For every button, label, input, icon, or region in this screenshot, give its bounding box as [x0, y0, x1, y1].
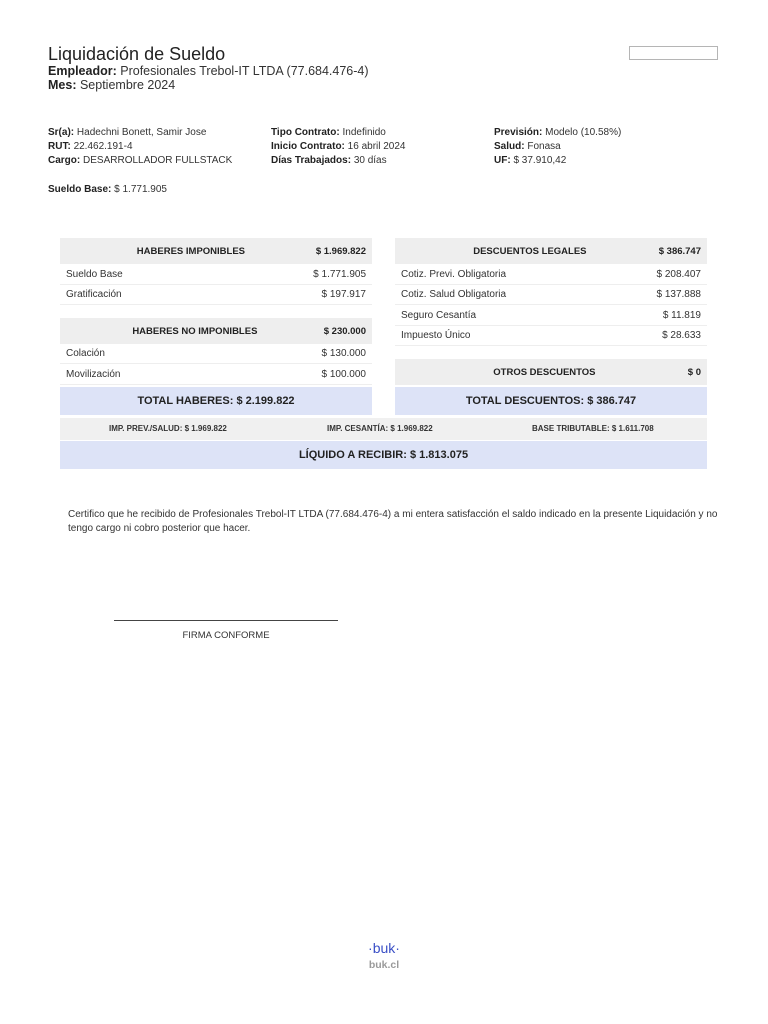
info-inicio-contrato: Inicio Contrato: 16 abril 2024 — [271, 141, 406, 152]
table-row: Cotiz. Previ. Obligatoria $ 208.407 — [395, 265, 707, 285]
haberes-panel — [60, 238, 372, 416]
haberes-imponibles-header — [60, 238, 372, 264]
page-title: Liquidación de Sueldo — [48, 44, 226, 64]
imp-cesantia: IMP. CESANTÍA: $ 1.969.822 — [327, 424, 433, 433]
month-label: Mes: — [48, 78, 77, 92]
table-row: Gratificación $ 197.917 — [60, 285, 372, 305]
info-uf: UF: $ 37.910,42 — [494, 155, 567, 166]
employee-col-2 — [271, 127, 406, 169]
month-line — [48, 78, 175, 92]
descuentos-legales-total: $ 386.747 — [658, 245, 701, 257]
descuentos-panel — [395, 238, 707, 416]
table-row: Cotiz. Salud Obligatoria $ 137.888 — [395, 285, 707, 305]
buk-logo: ·buk· — [368, 940, 400, 956]
employee-col-3 — [494, 127, 621, 169]
certificate-text: Certifico que he recibido de Profesionales Trebol-IT LTDA (77.684.476-4) a mi entera satisfacción el saldo indicado en la presente Liquidación y no tengo cargo ni cobro posterior que hacer. — [68, 509, 718, 534]
info-tipo-contrato: Tipo Contrato: Indefinido — [271, 127, 386, 138]
total-haberes: TOTAL HABERES: $ 2.199.822 — [60, 387, 372, 415]
info-salud: Salud: Fonasa — [494, 141, 561, 152]
info-cargo: Cargo: DESARROLLADOR FULLSTACK — [48, 155, 233, 166]
otros-descuentos-header — [395, 359, 707, 385]
base-tributable: BASE TRIBUTABLE: $ 1.611.708 — [532, 424, 654, 433]
descuentos-legales-title: DESCUENTOS LEGALES — [473, 245, 587, 257]
haberes-imponibles-total: $ 1.969.822 — [315, 245, 366, 257]
info-name: Sr(a): Hadechni Bonett, Samir Jose — [48, 127, 207, 138]
employee-col-1 — [48, 127, 232, 169]
tax-bases-bar — [60, 418, 707, 440]
haberes-no-imponibles-total: $ 230.000 — [323, 325, 366, 337]
haberes-no-imponibles-title: HABERES NO IMPONIBLES — [132, 325, 258, 337]
imp-prev-salud: IMP. PREV./SALUD: $ 1.969.822 — [109, 424, 227, 433]
employer-value: Profesionales Trebol-IT LTDA (77.684.476-4) — [120, 64, 369, 78]
otros-descuentos-title: OTROS DESCUENTOS — [493, 366, 596, 378]
info-sueldo-base: Sueldo Base: $ 1.771.905 — [48, 184, 167, 195]
info-prevision: Previsión: Modelo (10.58%) — [494, 127, 622, 138]
table-row: Impuesto Único $ 28.633 — [395, 326, 707, 346]
info-rut: RUT: 22.462.191-4 — [48, 141, 133, 152]
haberes-imponibles-title: HABERES IMPONIBLES — [136, 245, 246, 257]
liquido-a-recibir: LÍQUIDO A RECIBIR: $ 1.813.075 — [60, 441, 707, 469]
logo-placeholder — [629, 46, 718, 60]
table-row: Colación $ 130.000 — [60, 344, 372, 364]
employer-line — [48, 64, 369, 78]
otros-descuentos-total: $ 0 — [687, 366, 701, 378]
table-row: Movilización $ 100.000 — [60, 365, 372, 385]
month-value: Septiembre 2024 — [79, 78, 176, 92]
table-row: Sueldo Base $ 1.771.905 — [60, 265, 372, 285]
info-dias-trabajados: Días Trabajados: 30 días — [271, 155, 387, 166]
signature-line — [114, 620, 338, 621]
buk-url: buk.cl — [368, 959, 400, 971]
haberes-no-imponibles-header — [60, 318, 372, 344]
signature-label: FIRMA CONFORME — [182, 630, 270, 641]
total-descuentos: TOTAL DESCUENTOS: $ 386.747 — [395, 387, 707, 415]
employer-label: Empleador: — [48, 64, 117, 78]
table-row: Seguro Cesantía $ 11.819 — [395, 306, 707, 326]
descuentos-legales-header — [395, 238, 707, 264]
